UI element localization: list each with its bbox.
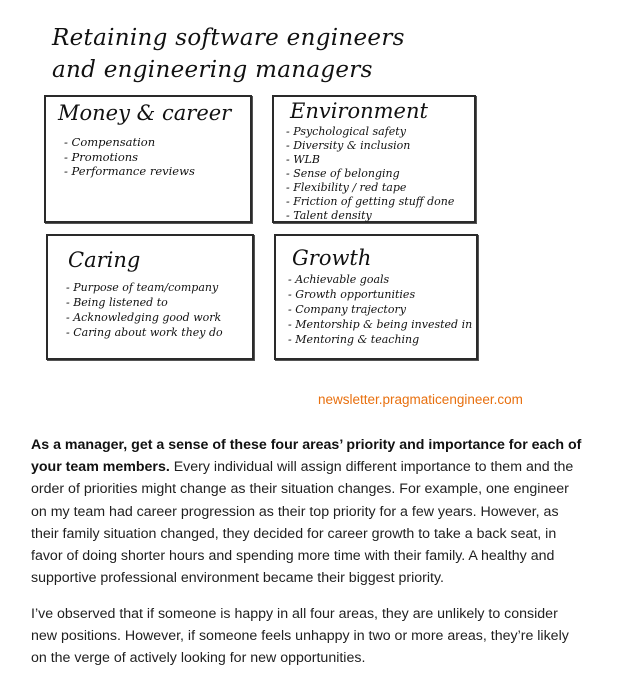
list-item: - Flexibility / red tape (286, 181, 454, 195)
list-item: - Purpose of team/company (66, 280, 223, 295)
list-item: - Being listened to (66, 295, 223, 310)
list-item: - Diversity & inclusion (286, 139, 454, 153)
money-career-heading: Money & career (58, 101, 232, 125)
figure-title-line-1: Retaining software engineers (52, 25, 405, 51)
money-career-box (44, 95, 252, 223)
money-career-list (64, 135, 195, 179)
growth-box (274, 234, 478, 360)
figure-title-line-2: and engineering managers (52, 57, 373, 83)
article-paragraph-2: I’ve observed that if someone is happy in all four areas, they are unlikely to consider new positions. However, if someone feels unhappy in two or more areas, they’re likely on the verge of actively looking for new opportunities. (31, 606, 569, 667)
environment-box (272, 95, 476, 223)
list-item: - Mentoring & teaching (288, 332, 472, 347)
list-item: - WLB (286, 153, 454, 167)
list-item: - Talent density (286, 209, 454, 223)
environment-list (286, 125, 454, 223)
list-item: - Psychological safety (286, 125, 454, 139)
list-item: - Compensation (64, 135, 195, 150)
growth-heading: Growth (292, 246, 372, 270)
list-item: - Friction of getting stuff done (286, 195, 454, 209)
list-item: - Sense of belonging (286, 167, 454, 181)
caring-heading: Caring (68, 248, 141, 272)
article-paragraph-1 (31, 434, 583, 589)
figure-title (52, 22, 472, 86)
source-link[interactable]: newsletter.pragmaticengineer.com (318, 392, 523, 407)
list-item: - Caring about work they do (66, 325, 223, 340)
list-item: - Performance reviews (64, 164, 195, 179)
list-item: - Mentorship & being invested in (288, 317, 472, 332)
list-item: - Acknowledging good work (66, 310, 223, 325)
caring-list (66, 280, 223, 340)
article-paragraph-1-bold: As a manager, get a sense of these four areas’ priority and importance for each of your team members. (31, 437, 582, 476)
list-item: - Growth opportunities (288, 287, 472, 302)
list-item: - Company trajectory (288, 302, 472, 317)
list-item: - Promotions (64, 150, 195, 165)
environment-heading: Environment (290, 99, 428, 123)
list-item: - Achievable goals (288, 272, 472, 287)
article-paragraph-1-text: Every individual will assign different importance to them and the order of priorities might change as their situation changes. For example, one engineer on my team had career progression as their top priority for a few years. However, as their family situation changed, they decided for career growth to take a back seat, in favor of doing shorter hours and spending more time with their family. A healthy and supportive professional environment became their biggest priority. (31, 459, 574, 587)
caring-box (46, 234, 254, 360)
growth-list (288, 272, 472, 347)
